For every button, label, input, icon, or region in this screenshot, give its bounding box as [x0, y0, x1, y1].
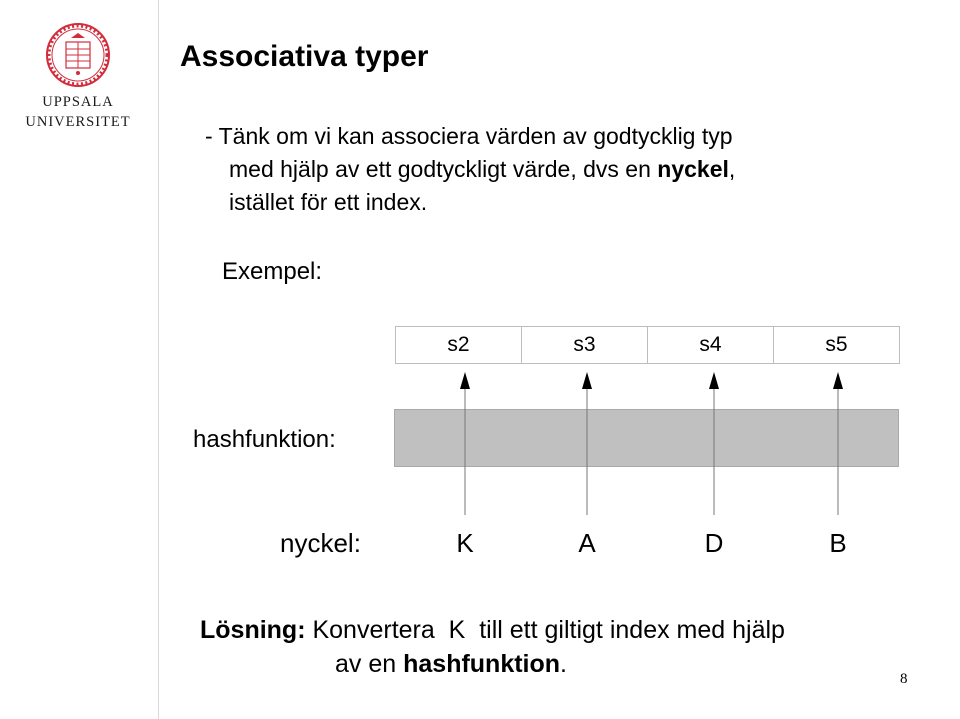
example-label: Exempel: [222, 258, 323, 285]
bullet-line-1: - Tänk om vi kan associera värden av godtycklig typ [205, 123, 733, 149]
solution-line-2-post: . [560, 650, 567, 678]
bullet-line-3: istället för ett index. [229, 189, 428, 215]
arrow-d-to-s4 [709, 372, 719, 515]
key-value: K [456, 528, 474, 558]
page-number: 8 [900, 671, 908, 687]
slide-title: Associativa typer [180, 40, 429, 73]
hash-function-label: hashfunktion: [193, 426, 336, 453]
solution-line-2-pre: av en [335, 650, 404, 678]
solution-line-1 [200, 613, 785, 647]
solution-line-2 [200, 647, 785, 681]
arrow-a-to-s3 [582, 372, 592, 515]
keyword-hashfunktion: hashfunktion [403, 650, 561, 678]
key-value: D [704, 528, 724, 558]
key-label: nyckel: [280, 528, 361, 558]
array-slot: s5 [773, 326, 900, 364]
arrow-k-to-s2 [460, 372, 470, 515]
arrow-b-to-s5 [833, 372, 843, 515]
solution-text [200, 613, 785, 681]
university-name-line1: UPPSALA [42, 94, 114, 110]
keyword-nyckel: nyckel [657, 156, 729, 182]
bullet-line-2-post: , [728, 156, 736, 182]
array-slot: s4 [647, 326, 774, 364]
bullet-line-2-pre: med hjälp av ett godtyckligt värde, dvs en [229, 156, 658, 182]
solution-line-1-rest: Konvertera K till ett giltigt index med hjälp [305, 616, 785, 644]
array-slot: s3 [521, 326, 648, 364]
array-slot: s2 [395, 326, 522, 364]
key-value: B [829, 528, 847, 558]
solution-heading: Lösning: [200, 616, 306, 644]
key-value: A [578, 528, 596, 558]
university-name-line2: UNIVERSITET [25, 114, 131, 130]
